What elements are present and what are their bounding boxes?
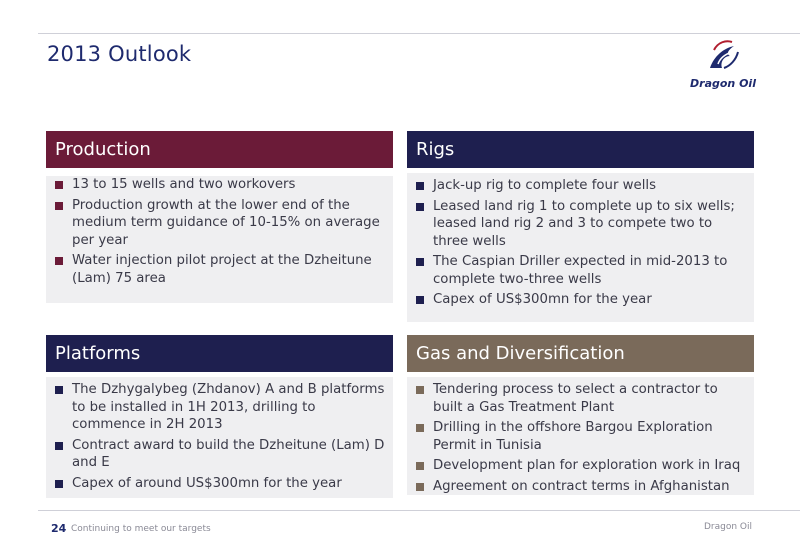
gas-diversification-heading: Gas and Diversification [407,335,754,372]
gas-diversification-body [407,377,754,495]
dragon-icon [704,38,742,76]
rigs-list [416,177,750,312]
bullet-square-icon [416,386,424,394]
list-item [55,475,389,493]
list-item [416,478,750,496]
bullet-square-icon [55,442,63,450]
item-text: Water injection pilot project at the Dzheitune (Lam) 75 area [72,253,372,286]
slide-title: 2013 Outlook [47,42,192,66]
item-text: Leased land rig 1 to complete up to six wells; leased land rig 2 and 3 to compete two to three wells [433,198,735,249]
platforms-body [46,377,393,498]
production-body [46,176,393,303]
item-text: The Dzhygalybeg (Zhdanov) A and B platforms to be installed in 1H 2013, drilling to commence in 2H 2013 [72,382,385,432]
list-item [416,177,750,195]
list-item [55,252,389,287]
list-item [55,197,389,250]
item-text: Contract award to build the Dzheitune (Lam) D and E [72,437,385,470]
list-item [55,176,389,194]
bullet-square-icon [416,258,424,266]
list-item [55,437,389,472]
list-item [416,198,750,251]
dragon-oil-logo [686,38,760,94]
item-text: Production growth at the lower end of the medium term guidance of 10-15% on average per year [72,197,380,248]
bullet-square-icon [55,480,63,488]
item-text: Development plan for exploration work in Iraq [433,458,741,473]
list-item [416,253,750,288]
list-item [55,381,389,434]
item-text: Capex of US$300mn for the year [433,292,652,307]
top-divider [38,33,800,34]
list-item [416,381,750,416]
platforms-heading: Platforms [46,335,393,372]
platforms-list [55,381,389,495]
item-text: Tendering process to select a contractor to built a Gas Treatment Plant [433,382,718,415]
item-text: Drilling in the offshore Bargou Exploration Permit in Tunisia [433,420,713,453]
list-item [416,457,750,475]
production-panel [46,131,393,303]
platforms-panel [46,335,393,498]
bullet-square-icon [55,386,63,394]
rigs-panel [407,131,754,322]
bottom-divider [38,510,800,511]
item-text: Capex of around US$300mn for the year [72,475,342,491]
footer-tagline: Continuing to meet our targets [71,524,211,534]
bullet-square-icon [55,257,63,265]
rigs-body [407,173,754,322]
bullet-square-icon [416,483,424,491]
footer-brand: Dragon Oil [703,522,752,532]
gas-diversification-list [416,381,750,498]
list-item [416,291,750,309]
bullet-square-icon [416,424,424,432]
bullet-square-icon [55,181,63,189]
bullet-square-icon [55,202,63,210]
gas-diversification-panel [407,335,754,495]
bullet-square-icon [416,182,424,190]
list-item [416,419,750,454]
bullet-square-icon [416,296,424,304]
logo-text: Dragon Oil [690,77,756,90]
production-heading: Production [46,131,393,168]
item-text: Jack-up rig to complete four wells [433,178,657,193]
production-list [55,176,389,290]
item-text: Agreement on contract terms in Afghanistan [433,478,730,494]
rigs-heading: Rigs [407,131,754,168]
bullet-square-icon [416,462,424,470]
page-number: 24 [51,522,67,535]
item-text: The Caspian Driller expected in mid-2013 to complete two-three wells [433,254,728,287]
item-text: 13 to 15 wells and two workovers [72,177,296,192]
bullet-square-icon [416,203,424,211]
